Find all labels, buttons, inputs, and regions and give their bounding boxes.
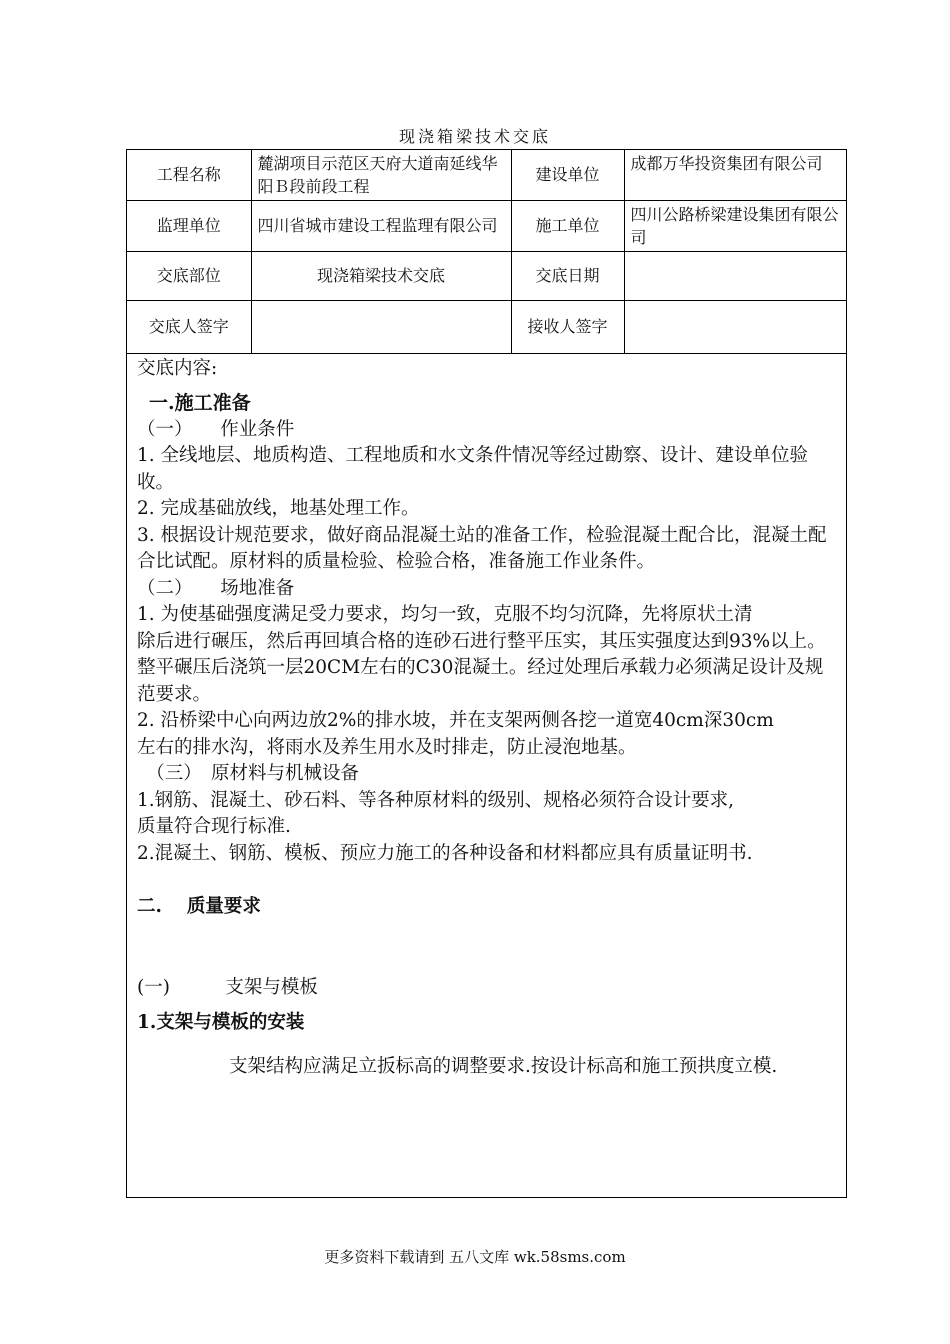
project-name-label: 工程名称	[127, 150, 251, 200]
supervisor-value: 四川省城市建设工程监理有限公司	[251, 200, 511, 251]
date-label: 交底日期	[511, 251, 624, 300]
part-label: 交底部位	[127, 251, 251, 300]
info-table	[127, 150, 846, 354]
section-2-title: 二. 质量要求	[137, 896, 261, 917]
paragraph: 除后进行碾压，然后再回填合格的连砂石进行整平压实，其压实强度达到93%以上。整平碾压后浇筑一层20CM左右的C30混凝土。经过处理后承载力必须满足设计及规范要求。	[137, 630, 826, 705]
paragraph: 1. 全线地层、地质构造、工程地质和水文条件情况等经过勘察、设计、建设单位验收。	[137, 445, 809, 493]
paragraph: 1.钢筋、混凝土、砂石料、等各种原材料的级别、规格必须符合设计要求,	[137, 789, 735, 811]
paragraph: 3. 根据设计规范要求，做好商品混凝土站的准备工作，检验混凝土配合比，混凝土配合比试配。原材料的质量检验、检验合格，准备施工作业条件。	[137, 524, 827, 572]
paragraph: 2. 沿桥梁中心向两边放2%的排水坡，并在支架两侧各挖一道宽40cm深30cm	[137, 710, 774, 731]
builder-value: 成都万华投资集团有限公司	[624, 150, 846, 200]
paragraph: 支架结构应满足立扳标高的调整要求.按设计标高和施工预拱度立模.	[229, 1055, 778, 1077]
receiver-signature-field[interactable]	[624, 300, 846, 353]
section-2-1-1-title: 1.支架与模板的安装	[137, 1012, 305, 1033]
paragraph: 1. 为使基础强度满足受力要求，均匀一致，克服不均匀沉降，先将原状土清	[137, 604, 753, 625]
disclosure-form	[126, 149, 847, 1198]
section-1-1-title: （一） 作业条件	[137, 418, 295, 440]
section-2-1-title: (一) 支架与模板	[137, 976, 318, 998]
giver-signature-field[interactable]	[251, 300, 511, 353]
section-1-2-title: （二） 场地准备	[137, 577, 295, 599]
document-title: 现浇箱梁技术交底	[398, 127, 551, 146]
paragraph: 2.混凝土、钢筋、模板、预应力施工的各种设备和材料都应具有质量证明书.	[137, 842, 753, 864]
contractor-label: 施工单位	[511, 200, 624, 251]
contractor-value: 四川公路桥梁建设集团有限公司	[624, 200, 846, 251]
builder-label: 建设单位	[511, 150, 624, 200]
section-1-3-title: （三） 原材料与机械设备	[137, 763, 360, 784]
content-heading: 交底内容:	[137, 357, 218, 379]
receiver-signature-label: 接收人签字	[511, 300, 624, 353]
supervisor-label: 监理单位	[127, 200, 251, 251]
paragraph: 2. 完成基础放线，地基处理工作。	[137, 498, 420, 519]
project-name-value: 麓湖项目示范区天府大道南延线华阳Ｂ段前段工程	[251, 150, 511, 200]
section-1-title: 一.施工准备	[149, 392, 251, 414]
footer-note: 更多资料下载请到 五八文库 wk.58sms.com	[324, 1248, 626, 1266]
giver-signature-label: 交底人签字	[127, 300, 251, 353]
part-value: 现浇箱梁技术交底	[251, 251, 511, 300]
date-value[interactable]	[624, 251, 846, 300]
paragraph: 质量符合现行标准.	[137, 816, 291, 837]
disclosure-content	[127, 354, 846, 1087]
paragraph: 左右的排水沟，将雨水及养生用水及时排走，防止浸泡地基。	[137, 736, 637, 758]
